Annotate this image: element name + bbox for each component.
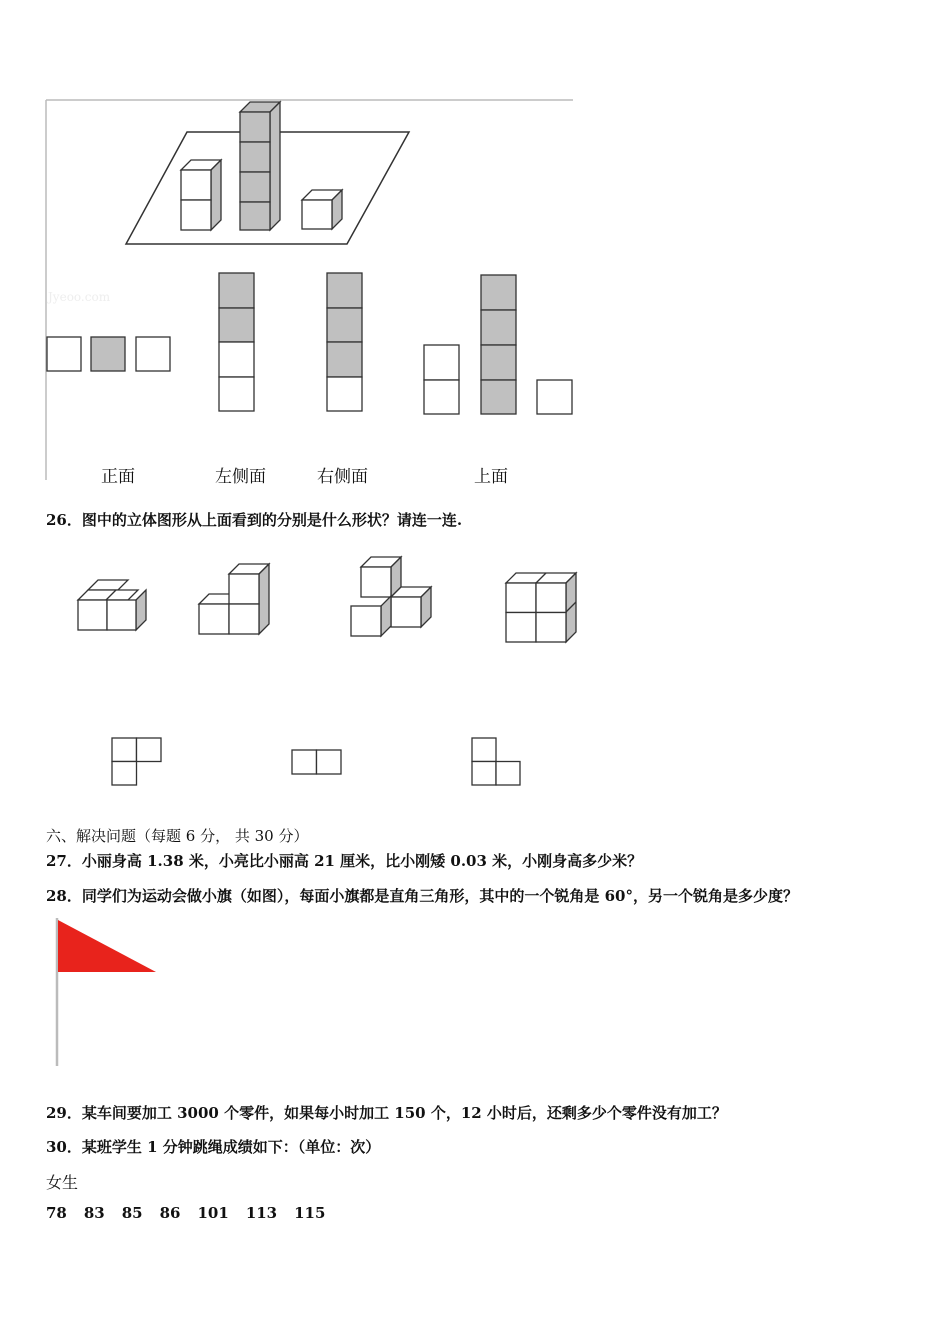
watermark: Jyeoo.com	[48, 290, 111, 304]
label-left-side: 左侧面	[215, 467, 266, 487]
score: 83	[83, 1204, 105, 1222]
question-28: 28．同学们为运动会做小旗（如图），每面小旗都是直角三角形，其中的一个锐角是 60°，另一个锐角是多少度？	[46, 887, 798, 905]
label-front: 正面	[101, 467, 135, 487]
score: 101	[197, 1204, 229, 1222]
label-right-side: 右侧面	[317, 467, 368, 487]
score: 85	[121, 1204, 143, 1222]
label-top: 上面	[474, 467, 508, 487]
top-view-3	[472, 738, 520, 785]
score: 113	[245, 1204, 278, 1222]
section-6-heading: 六、解决问题（每题 6 分， 共 30 分）	[46, 827, 309, 845]
top-view-2	[292, 750, 341, 774]
question-29: 29．某车间要加工 3000 个零件，如果每小时加工 150 个，12 小时后，还剩多少个零件没有加工？	[46, 1104, 727, 1122]
question-30: 30．某班学生 1 分钟跳绳成绩如下：（单位：次）	[46, 1138, 381, 1156]
question-27: 27．小丽身高 1.38 米，小亮比小丽高 21 厘米，比小刚矮 0.03 米，小刚身高多少米？	[46, 852, 643, 870]
question-26: 26．图中的立体图形从上面看到的分别是什么形状？请连一连.	[46, 511, 463, 529]
score: 115	[294, 1204, 326, 1222]
score: 86	[159, 1204, 181, 1222]
girls-label: 女生	[46, 1173, 79, 1192]
flag-figure	[0, 0, 200, 1080]
flag-triangle	[58, 920, 156, 972]
girls-scores	[46, 1204, 342, 1222]
score: 78	[46, 1204, 67, 1222]
